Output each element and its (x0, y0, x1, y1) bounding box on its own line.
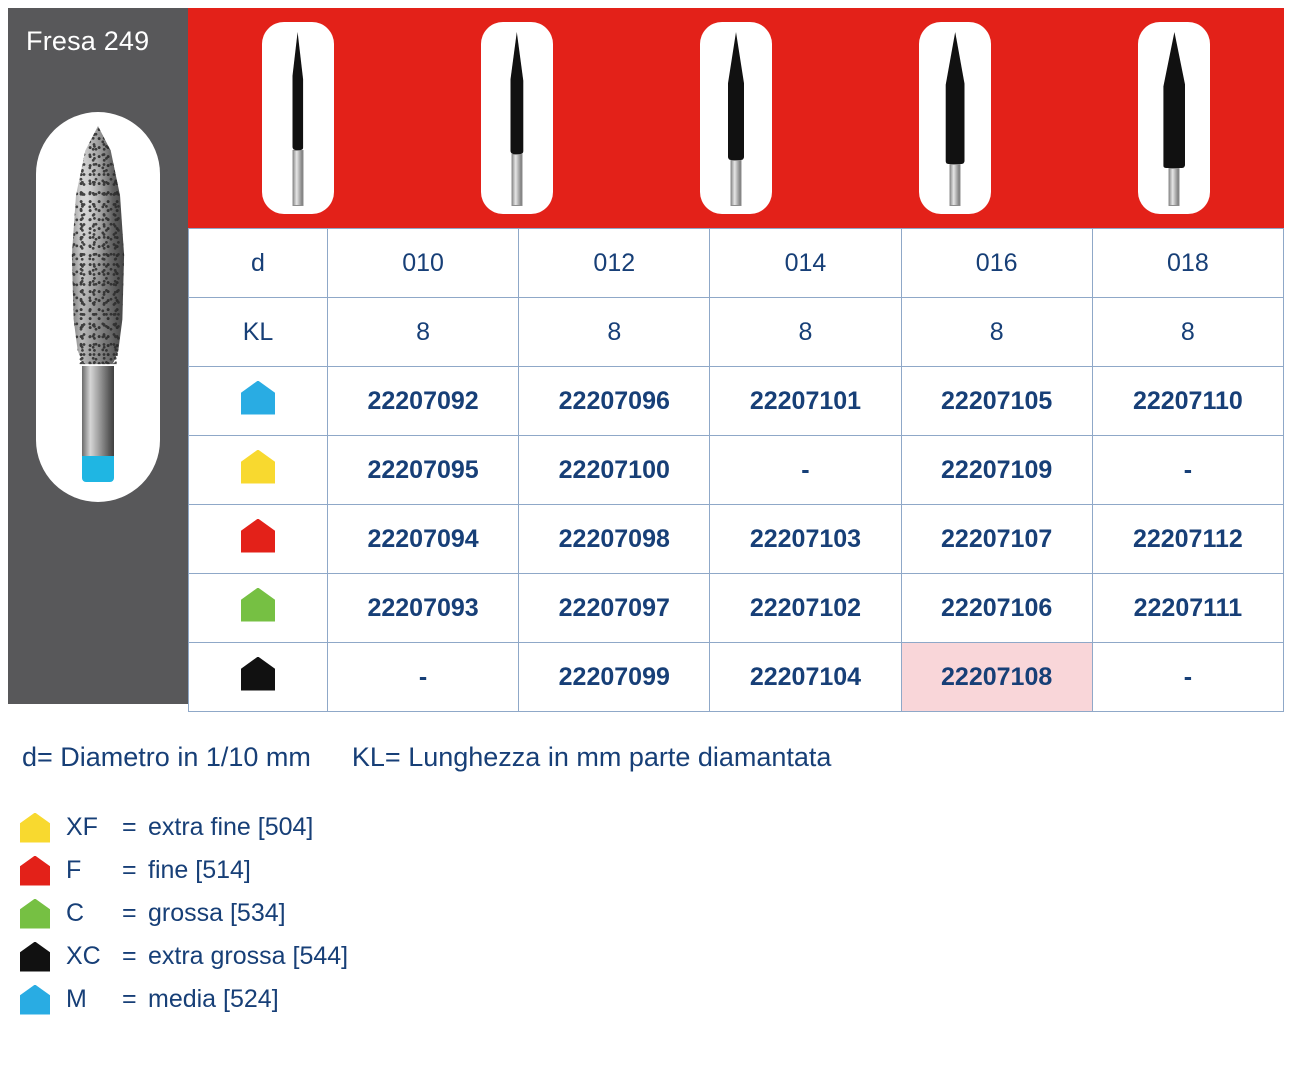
shape-cell-3 (626, 8, 845, 228)
legend-equals: = (122, 813, 137, 841)
bur-tip-icon (510, 32, 523, 154)
spec-table-wrap (188, 228, 1284, 712)
table-cell[interactable]: 8 (1092, 298, 1283, 367)
legend-extra-fine (20, 806, 720, 849)
table-cell[interactable]: 014 (710, 229, 901, 298)
row-label-KL: KL (189, 298, 328, 367)
shape-row (188, 8, 1284, 228)
table-cell[interactable]: 8 (901, 298, 1092, 367)
table-cell[interactable]: 22207109 (901, 436, 1092, 505)
shape-cell-5 (1065, 8, 1284, 228)
legend-text: extra grossa [544] (148, 942, 349, 970)
legend-grossa (20, 892, 720, 935)
legend-text: media [524] (148, 985, 279, 1013)
legend-equals: = (122, 942, 137, 970)
table-cell[interactable]: - (1092, 436, 1283, 505)
footnote-line (22, 742, 831, 773)
legend-text: grossa [534] (148, 899, 286, 927)
legend-abbr: C (66, 899, 85, 927)
grit-marker (241, 450, 275, 484)
legend-extra-grossa (20, 935, 720, 978)
bur-color-band (82, 456, 114, 482)
legend-swatch-icon (20, 856, 50, 886)
grit-marker-shape (241, 450, 275, 484)
table-row (189, 436, 1284, 505)
legend-swatch-icon (20, 813, 50, 843)
grit-marker-shape (241, 657, 275, 691)
bur-graphic (65, 126, 131, 492)
bur-shape-012 (481, 22, 553, 214)
grit-marker (241, 588, 275, 622)
table-cell[interactable]: 22207110 (1092, 367, 1283, 436)
shape-cell-2 (407, 8, 626, 228)
grit-legend (20, 806, 720, 1021)
table-cell[interactable]: 22207104 (710, 643, 901, 712)
table-cell[interactable]: 8 (519, 298, 710, 367)
grit-marker-fine (189, 505, 328, 574)
bur-stem (950, 164, 961, 206)
bur-stem (1169, 168, 1180, 206)
grit-marker-extra-grossa (189, 643, 328, 712)
table-cell[interactable]: 22207107 (901, 505, 1092, 574)
table-cell[interactable]: 22207097 (519, 574, 710, 643)
legend-swatch-icon (20, 942, 50, 972)
table-cell[interactable]: 22207096 (519, 367, 710, 436)
table-cell[interactable]: 016 (901, 229, 1092, 298)
table-row (189, 367, 1284, 436)
legend-swatch-icon (20, 985, 50, 1015)
legend-text: fine [514] (148, 856, 251, 884)
table-cell[interactable]: 010 (328, 229, 519, 298)
grit-marker-grossa (189, 574, 328, 643)
table-cell-highlighted[interactable]: 22207108 (901, 643, 1092, 712)
table-cell[interactable]: 22207095 (328, 436, 519, 505)
legend-swatch-icon (20, 899, 50, 929)
legend-media (20, 978, 720, 1021)
table-cell[interactable]: 22207112 (1092, 505, 1283, 574)
product-panel (8, 8, 188, 704)
table-cell[interactable]: 018 (1092, 229, 1283, 298)
table-row (189, 298, 1284, 367)
table-cell[interactable]: - (328, 643, 519, 712)
legend-text: extra fine [504] (148, 813, 314, 841)
table-row (189, 643, 1284, 712)
grit-marker (241, 519, 275, 553)
table-row (189, 229, 1284, 298)
legend-abbr: XF (66, 813, 98, 841)
grit-marker (241, 657, 275, 691)
legend-abbr: M (66, 985, 87, 1013)
legend-equals: = (122, 856, 137, 884)
legend-fine (20, 849, 720, 892)
bur-shape-010 (262, 22, 334, 214)
table-cell[interactable]: 22207098 (519, 505, 710, 574)
diamond-bur-photo (36, 112, 160, 502)
legend-equals: = (122, 899, 137, 927)
table-cell[interactable]: 22207099 (519, 643, 710, 712)
table-cell[interactable]: - (710, 436, 901, 505)
grit-marker (241, 381, 275, 415)
grit-marker-shape (241, 588, 275, 622)
grit-marker-shape (241, 519, 275, 553)
bur-stem (731, 160, 742, 206)
table-cell[interactable]: 012 (519, 229, 710, 298)
bur-shape-018 (1138, 22, 1210, 214)
table-cell[interactable]: 22207094 (328, 505, 519, 574)
table-row (189, 505, 1284, 574)
legend-abbr: XC (66, 942, 101, 970)
footnote-diameter: d= Diametro in 1/10 mm (22, 742, 311, 772)
table-cell[interactable]: 22207092 (328, 367, 519, 436)
table-row (189, 574, 1284, 643)
bur-tip-icon (292, 32, 303, 150)
table-cell[interactable]: - (1092, 643, 1283, 712)
spec-table (188, 228, 1284, 712)
product-title: Fresa 249 (26, 26, 150, 56)
footnote-length: KL= Lunghezza in mm parte diamantata (351, 742, 832, 772)
table-cell[interactable]: 22207101 (710, 367, 901, 436)
table-cell[interactable]: 22207093 (328, 574, 519, 643)
table-cell[interactable]: 8 (710, 298, 901, 367)
grit-marker-shape (241, 381, 275, 415)
shape-cell-4 (846, 8, 1065, 228)
table-cell[interactable]: 22207103 (710, 505, 901, 574)
bur-stem (292, 150, 303, 206)
bur-stem (511, 154, 522, 206)
table-cell[interactable]: 22207100 (519, 436, 710, 505)
table-cell[interactable]: 22207105 (901, 367, 1092, 436)
legend-abbr: F (66, 856, 82, 884)
bur-shape-014 (700, 22, 772, 214)
grit-marker-media (189, 367, 328, 436)
row-label-d: d (189, 229, 328, 298)
legend-equals: = (122, 985, 137, 1013)
table-cell[interactable]: 22207106 (901, 574, 1092, 643)
bur-tip-icon (1163, 32, 1185, 168)
bur-shape-016 (919, 22, 991, 214)
grit-marker-extra-fine (189, 436, 328, 505)
bur-tip-icon (728, 32, 744, 160)
shape-header (188, 8, 1284, 228)
bur-diamond-head (69, 126, 127, 374)
shape-cell-1 (188, 8, 407, 228)
table-cell[interactable]: 8 (328, 298, 519, 367)
table-cell[interactable]: 22207111 (1092, 574, 1283, 643)
table-cell[interactable]: 22207102 (710, 574, 901, 643)
bur-tip-icon (946, 32, 965, 164)
